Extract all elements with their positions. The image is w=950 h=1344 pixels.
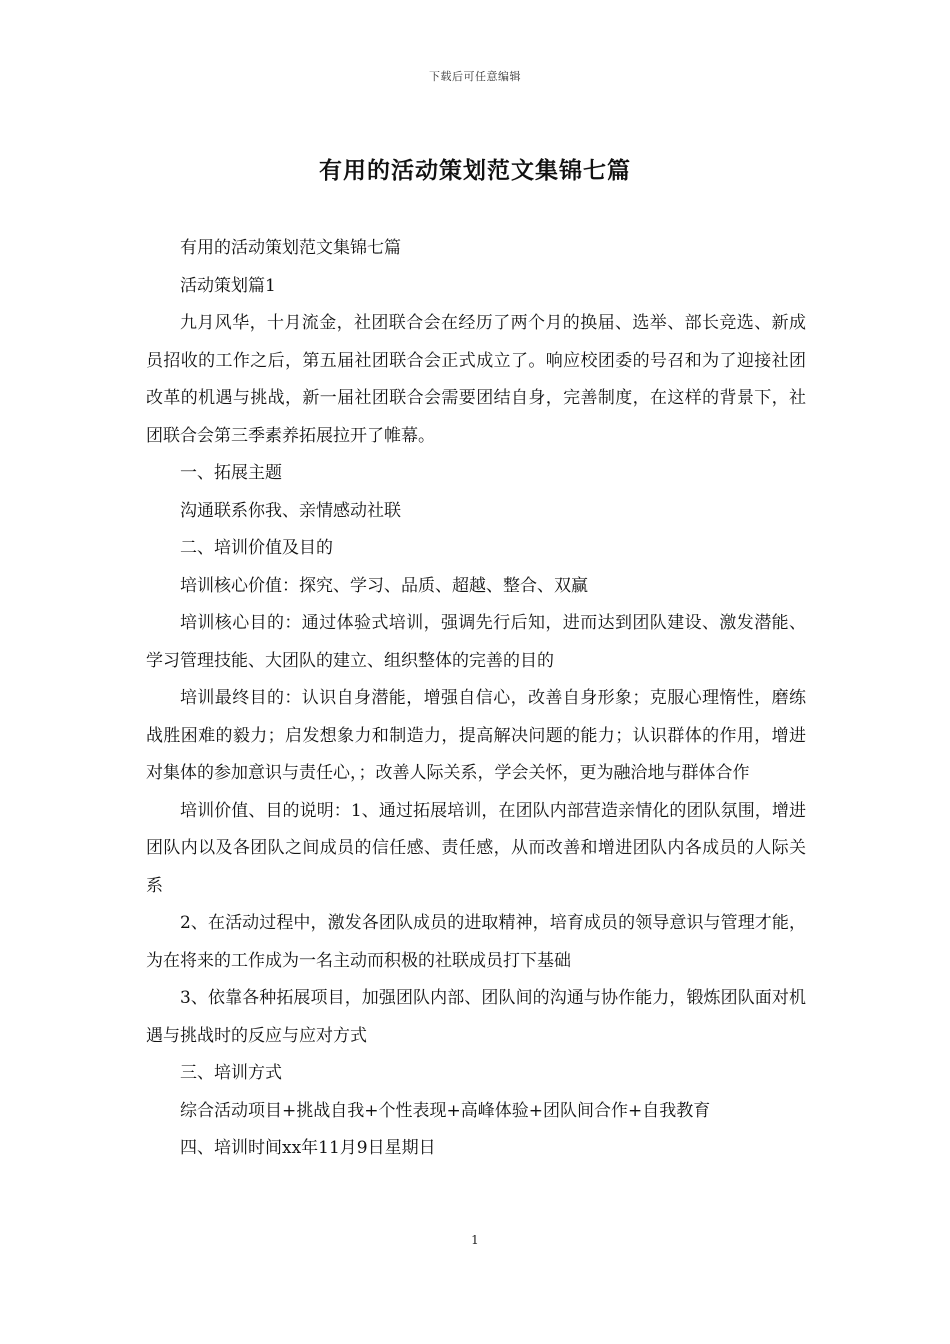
paragraph-value-explain-1: 培训价值、目的说明：1、通过拓展培训，在团队内部营造亲情化的团队氛围，增进团队内以及各团队之间成员的信任感、责任感，从而改善和增进团队内各成员的人际关系 — [146, 800, 806, 896]
paragraph-core-value: 培训核心价值：探究、学习、品质、超越、整合、双赢 — [180, 575, 588, 596]
document-body — [146, 230, 806, 1168]
paragraph-theme: 沟通联系你我、亲情感动社联 — [180, 500, 401, 521]
paragraph-final-purpose: 培训最终目的：认识自身潜能，增强自信心，改善自身形象；克服心理惰性，磨练战胜困难的毅力；启发想象力和制造力，提高解决问题的能力；认识群体的作用，增进对集体的参加意识与责任心，；改善人际关系，学会关怀，更为融洽地与群体合作 — [146, 688, 806, 783]
page-number: 1 — [471, 1233, 479, 1247]
paragraph-value-explain-2: 2、在活动过程中，激发各团队成员的进取精神，培育成员的领导意识与管理才能，为在将来的工作成为一名主动而积极的社联成员打下基础 — [146, 913, 806, 971]
paragraph-heading-theme: 一、拓展主题 — [180, 463, 282, 483]
paragraph-core-purpose: 培训核心目的：通过体验式培训，强调先行后知，进而达到团队建设、激发潜能、学习管理技能、大团队的建立、组织整体的完善的目的 — [146, 613, 806, 671]
document-title: 有用的活动策划范文集锦七篇 — [319, 157, 631, 184]
paragraph-intro: 九月风华，十月流金，社团联合会在经历了两个月的换届、选举、部长竞选、新成员招收的工作之后，第五届社团联合会正式成立了。响应校团委的号召和为了迎接社团改革的机遇与挑战，新一届社团联合会需要团结自身，完善制度，在这样的背景下，社团联合会第三季素养拓展拉开了帷幕。 — [146, 313, 806, 446]
paragraph-method: 综合活动项目+挑战自我+个性表现+高峰体验+团队间合作+自我教育 — [180, 1100, 711, 1121]
paragraph-heading-method: 三、培训方式 — [180, 1063, 282, 1083]
paragraph-subtitle: 有用的活动策划范文集锦七篇 — [180, 238, 401, 258]
paragraph-heading-time: 四、培训时间xx年11月9日星期日 — [180, 1138, 436, 1158]
paragraph-heading-value: 二、培训价值及目的 — [180, 538, 333, 558]
page-header-note: 下载后可任意编辑 — [429, 70, 521, 83]
paragraph-section-heading: 活动策划篇1 — [180, 275, 276, 296]
paragraph-value-explain-3: 3、依靠各种拓展项目，加强团队内部、团队间的沟通与协作能力，锻炼团队面对机遇与挑战时的反应与应对方式 — [146, 988, 806, 1046]
